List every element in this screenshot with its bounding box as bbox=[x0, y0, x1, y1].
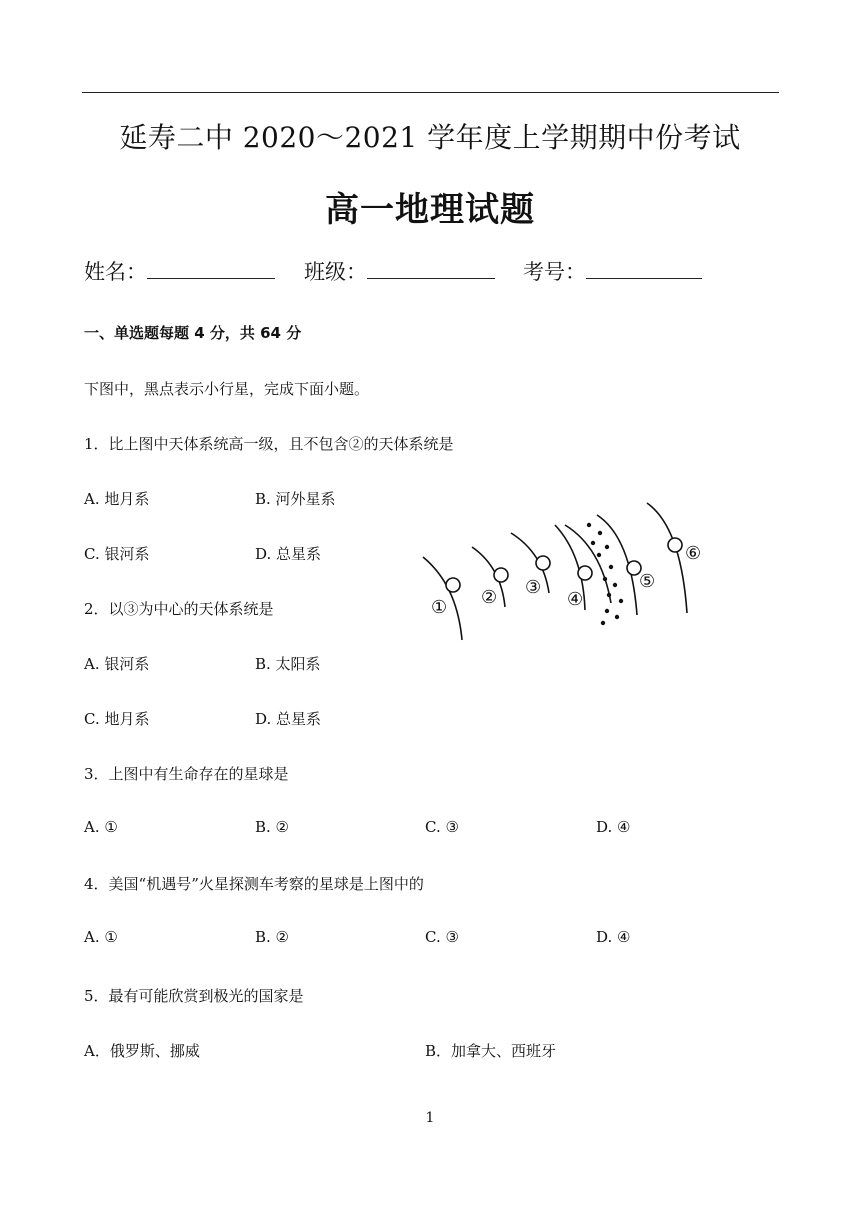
planet-label-5: ⑤ bbox=[639, 571, 656, 592]
planet-label-1: ① bbox=[431, 597, 448, 618]
class-field bbox=[304, 256, 495, 286]
q2-option-a: A. 银河系 bbox=[84, 655, 150, 673]
name-blank[interactable] bbox=[147, 256, 275, 279]
q4-option-a: A. ① bbox=[84, 928, 118, 946]
planet-6 bbox=[668, 538, 682, 552]
planet-label-2: ② bbox=[481, 587, 498, 608]
question-4-stem: 4．美国“机遇号”火星探测车考察的星球是上图中的 bbox=[84, 875, 424, 893]
q1-option-c: C. 银河系 bbox=[84, 545, 150, 563]
solar-system-diagram bbox=[415, 495, 715, 645]
q2-option-d: D. 总星系 bbox=[255, 710, 322, 728]
question-intro: 下图中，黑点表示小行星，完成下面小题。 bbox=[84, 380, 370, 398]
q4-option-d: D. ④ bbox=[596, 928, 631, 946]
name-label: 姓名： bbox=[84, 260, 147, 284]
q3-option-d: D. ④ bbox=[596, 818, 631, 836]
q2-option-b: B. 太阳系 bbox=[255, 655, 321, 673]
planet-4 bbox=[578, 566, 592, 580]
q3-option-b: B. ② bbox=[255, 818, 290, 836]
class-label: 班级： bbox=[304, 260, 367, 284]
planet-1 bbox=[446, 578, 460, 592]
page-number: 1 bbox=[425, 1110, 435, 1126]
q2-option-c: C. 地月系 bbox=[84, 710, 150, 728]
section-title: 一、单选题每题 4 分，共 64 分 bbox=[84, 324, 302, 342]
class-blank[interactable] bbox=[367, 256, 495, 279]
q1-option-a: A. 地月系 bbox=[84, 490, 150, 508]
planet-3 bbox=[536, 556, 550, 570]
question-3-stem: 3．上图中有生命存在的星球是 bbox=[84, 765, 289, 783]
question-2-stem: 2．以③为中心的天体系统是 bbox=[84, 600, 274, 618]
name-field bbox=[84, 256, 275, 286]
q1-option-d: D. 总星系 bbox=[255, 545, 322, 563]
question-5-stem: 5．最有可能欣赏到极光的国家是 bbox=[84, 987, 304, 1005]
id-label: 考号： bbox=[523, 260, 586, 284]
planet-label-6: ⑥ bbox=[685, 543, 702, 564]
q4-option-c: C. ③ bbox=[425, 928, 459, 946]
planet-label-4: ④ bbox=[567, 589, 584, 610]
q3-option-a: A. ① bbox=[84, 818, 118, 836]
subject-title: 高一地理试题 bbox=[325, 190, 535, 230]
header-rule bbox=[82, 92, 779, 93]
question-1-stem: 1．比上图中天体系统高一级，且不包含②的天体系统是 bbox=[84, 435, 454, 453]
q5-option-b: B．加拿大、西班牙 bbox=[425, 1042, 557, 1060]
id-blank[interactable] bbox=[586, 256, 702, 279]
orbit-6 bbox=[647, 503, 687, 613]
q5-option-a: A．俄罗斯、挪威 bbox=[84, 1042, 200, 1060]
exam-title: 延寿二中 2020～2021 学年度上学期期中份考试 bbox=[119, 121, 741, 154]
id-field bbox=[523, 256, 702, 286]
planet-label-3: ③ bbox=[525, 577, 542, 598]
q1-option-b: B. 河外星系 bbox=[255, 490, 336, 508]
q4-option-b: B. ② bbox=[255, 928, 290, 946]
q3-option-c: C. ③ bbox=[425, 818, 459, 836]
planet-2 bbox=[494, 568, 508, 582]
